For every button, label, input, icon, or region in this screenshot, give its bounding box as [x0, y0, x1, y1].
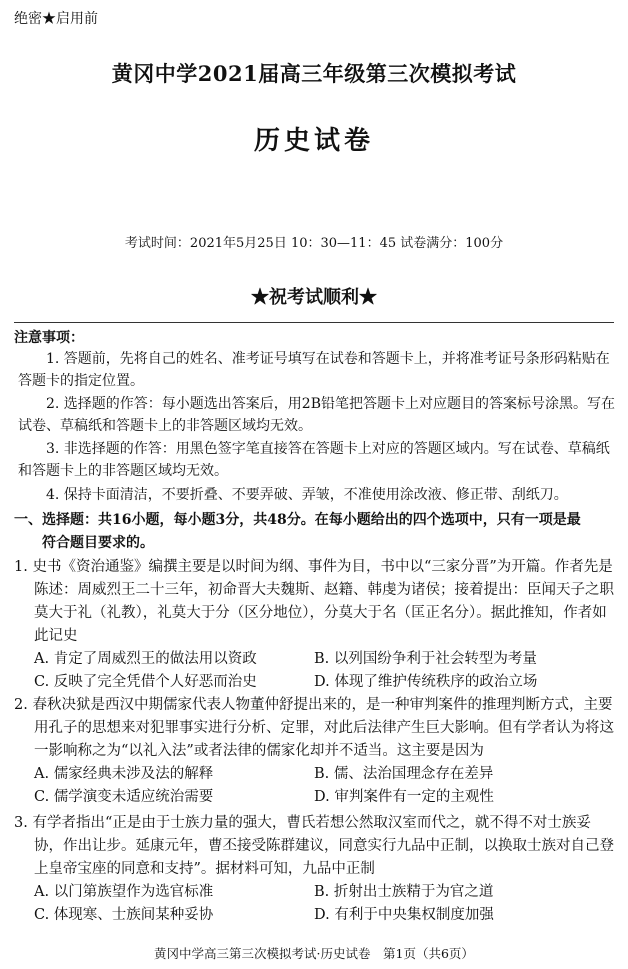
subject-title: 历史试卷	[253, 126, 374, 156]
question-stem: 3. 有学者指出“正是由于士族力量的强大，曹氏若想公然取汉室而代之，就不得不对士族妥协，作出让步。延康元年，曹丕接受陈群建议，同意实行九品中正制，以换取士族对自己登上皇帝宝座的同意和支持”。据材料可知，九品中正制	[14, 815, 614, 877]
option-a: A. 肯定了周威烈王的做法用以资政	[34, 651, 257, 667]
option-d: D. 体现了维护传统秩序的政治立场	[314, 674, 538, 690]
notes-title: 注意事项：	[14, 330, 84, 346]
option-d: D. 有利于中央集权制度加强	[314, 907, 494, 923]
confidential-mark: 绝密★启用前	[14, 11, 98, 27]
divider	[14, 322, 614, 323]
option-a: A. 以门第族望作为选官标准	[34, 884, 214, 900]
note-item: 2. 选择题的作答：每小题选出答案后，用2B铅笔把答题卡上对应题目的答案标号涂黑。写在试卷、草稿纸和答题卡上的非答题区域均无效。	[18, 396, 616, 434]
note-item: 4. 保持卡面清洁，不要折叠、不要弄破、弄皱，不准使用涂改液、修正带、刮纸刀。	[46, 487, 568, 503]
section-heading	[14, 509, 620, 555]
exam-info: 考试时间：2021年5月25日 10：30—11：45 试卷满分：100分	[124, 236, 504, 251]
question-stem: 2. 春秋决狱是西汉中期儒家代表人物董仲舒提出来的，是一种审判案件的推理判断方式，主要用孔子的思想来对犯罪事实进行分析、定罪，对此后法律产生巨大影响。但有学者认为将这一影响称之为“以礼入法”或者法律的儒家化却并不适当。这主要是因为	[14, 697, 614, 759]
section-line-1: 一、选择题：共16小题，每小题3分，共48分。在每小题给出的四个选项中，只有一项是最	[14, 512, 581, 528]
option-d: D. 审判案件有一定的主观性	[314, 789, 494, 805]
option-a: A. 儒家经典未涉及法的解释	[34, 766, 214, 782]
page-footer: 黄冈中学高三第三次模拟考试·历史试卷 第1页（共6页）	[154, 946, 474, 961]
question-options	[34, 881, 618, 927]
blessing: ★祝考试顺利★	[251, 287, 377, 308]
note-item: 3. 非选择题的作答：用黑色签字笔直接答在答题卡上对应的答题区域内。写在试卷、草稿纸和答题卡上的非答题区域均无效。	[18, 441, 610, 479]
option-c: C. 儒学演变未适应统治需要	[34, 789, 214, 805]
exam-title: 黄冈中学2021届高三年级第三次模拟考试	[111, 61, 517, 86]
question-options	[34, 763, 618, 809]
question-stem: 1. 史书《资治通鉴》编撰主要是以时间为纲、事件为目，书中以“三家分晋”为开篇。作者先是陈述：周威烈王二十三年，初命晋大夫魏斯、赵籍、韩虔为诸侯；接着提出：臣闻天子之职莫大于礼（礼教），礼莫大于分（区分地位），分莫大于名（匡正名分）。据此推知，作者如此记史	[14, 559, 614, 644]
option-b: B. 折射出士族精于为官之道	[314, 884, 494, 900]
option-c: C. 体现寒、士族间某种妥协	[34, 907, 214, 923]
option-b: B. 儒、法治国理念存在差异	[314, 766, 494, 782]
option-c: C. 反映了完全凭借个人好恶而治史	[34, 674, 257, 690]
section-line-2: 符合题目要求的。	[42, 535, 154, 551]
option-b: B. 以列国纷争利于社会转型为考量	[314, 651, 537, 667]
question-options	[34, 648, 618, 694]
note-item: 1. 答题前，先将自己的姓名、准考证号填写在试卷和答题卡上，并将准考证号条形码粘贴在答题卡的指定位置。	[18, 351, 610, 389]
